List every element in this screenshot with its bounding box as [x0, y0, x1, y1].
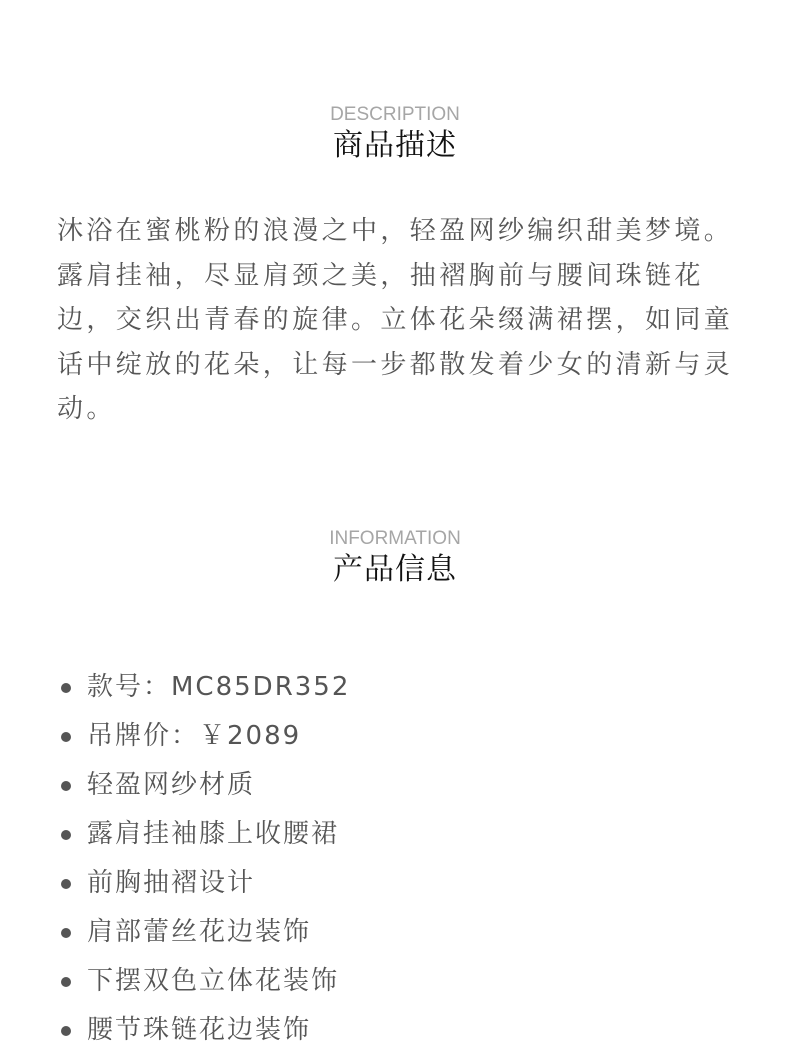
info-item-text: 下摆双色立体花装饰: [87, 966, 340, 996]
description-header: [0, 104, 790, 164]
description-en-label: DESCRIPTION: [330, 104, 460, 125]
info-item-text: 前胸抽褶设计: [87, 868, 256, 898]
bullet-icon: [61, 732, 71, 742]
bullet-icon: [61, 928, 71, 938]
description-text: 沐浴在蜜桃粉的浪漫之中，轻盈网纱编织甜美梦境。露肩挂袖，尽显肩颈之美，抽褶胸前与腰间珠链花边，交织出青春的旋律。立体花朵缀满裙摆，如同童话中绽放的花朵，让每一步都散发着少女的清新与灵动。: [57, 216, 734, 424]
bullet-icon: [61, 1026, 71, 1036]
bullet-icon: [61, 830, 71, 840]
bullet-icon: [61, 683, 71, 693]
info-item-text: 腰节珠链花边装饰: [87, 1015, 312, 1045]
info-item-text: 吊牌价：￥2089: [87, 721, 302, 751]
bullet-icon: [61, 781, 71, 791]
info-item-text: 款号：MC85DR352: [87, 672, 351, 702]
info-item-text: 肩部蕾丝花边装饰: [87, 917, 312, 947]
information-en-label: INFORMATION: [329, 528, 461, 549]
bullet-icon: [61, 879, 71, 889]
bullet-icon: [61, 977, 71, 987]
description-title: 商品描述: [333, 128, 457, 163]
info-item-text: 露肩挂袖膝上收腰裙: [87, 819, 340, 849]
information-header: [0, 528, 790, 588]
info-item-text: 轻盈网纱材质: [87, 770, 256, 800]
information-title: 产品信息: [333, 552, 457, 587]
